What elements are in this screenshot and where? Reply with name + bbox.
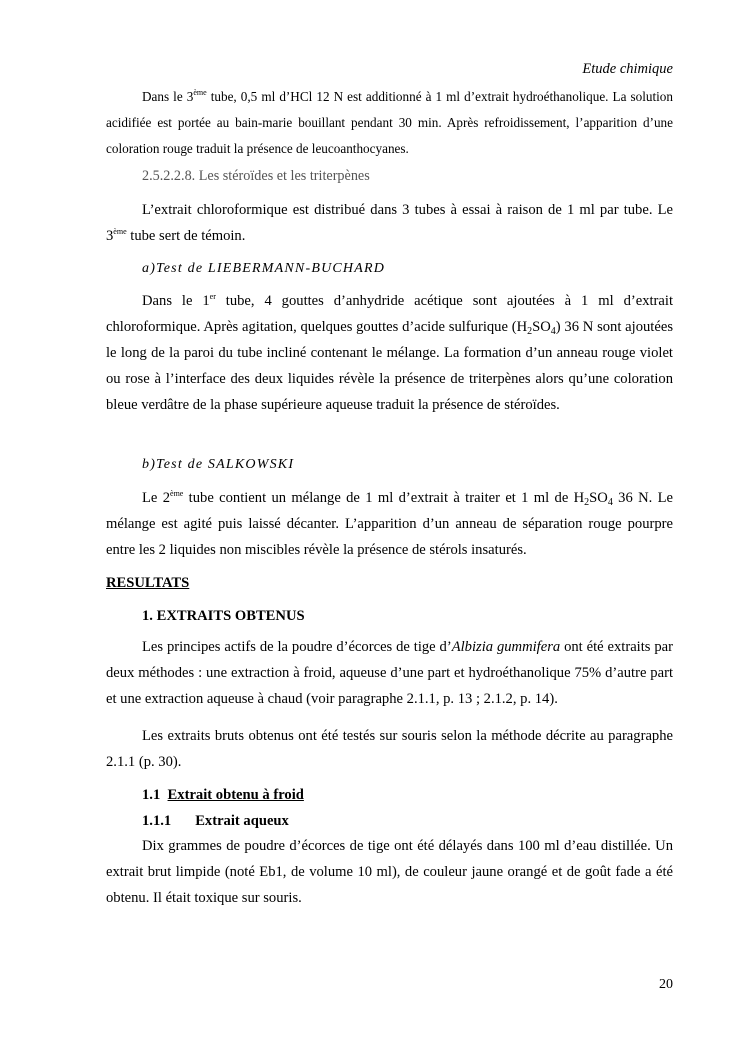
- results-heading: RESULTATS: [106, 575, 190, 591]
- heading-extraits-obtenus: 1. EXTRAITS OBTENUS: [142, 608, 305, 624]
- test-heading-salkowski: b)Test de SALKOWSKI: [142, 457, 295, 472]
- test-heading-liebermann: a)Test de LIEBERMANN-BUCHARD: [142, 261, 386, 276]
- running-header: Etude chimique: [582, 61, 673, 77]
- paragraph-leucoanthocyanes: Dans le 3ème tube, 0,5 ml d’HCl 12 N est additionné à 1 ml d’extrait hydroéthanolique. La solution acidifiée est portée au bain-marie bouillant pendant 30 min. Après refroidissement, l’apparition d’une coloration rouge traduit la présence de leucoanthocyanes.: [106, 88, 673, 156]
- paragraph-extrait-aqueux: Dix grammes de poudre d’écorces de tige ont été délayés dans 100 ml d’eau distillée. Un extrait brut limpide (noté Eb1, de volume 10 ml), de couleur jaune orangé et de goût fade a été obtenu. Il était toxique sur souris.: [106, 838, 673, 906]
- section-heading-steroides: 2.5.2.2.8. Les stéroïdes et les triterpènes: [142, 168, 370, 184]
- page-body: [106, 84, 673, 162]
- paragraph-principes-actifs: Les principes actifs de la poudre d’écorces de tige d’Albizia gummifera ont été extraits par deux méthodes : une extraction à froid, aqueuse d’une part et hydroéthanolique 75% d’autre part et une extraction aqueuse à chaud (voir paragraphe 2.1.1, p. 13 ; 2.1.2, p. 14).: [106, 639, 673, 707]
- paragraph-chloroform-extract: L’extrait chloroformique est distribué dans 3 tubes à essai à raison de 1 ml par tube. Le 3ème tube sert de témoin.: [106, 202, 673, 244]
- heading-extrait-aqueux: 1.1.1 Extrait aqueux: [142, 813, 289, 829]
- page-number: 20: [659, 977, 673, 992]
- paragraph-salkowski: Le 2ème tube contient un mélange de 1 ml d’extrait à traiter et 1 ml de $H_2SO_4$ 36 N. Le mélange est agité puis laissé décanter. L’apparition d’un anneau de séparation rouge pourpre entre les 2 liquides non miscibles révèle la présence de stérols insaturés.: [106, 489, 673, 558]
- paragraph-liebermann: Dans le 1er tube, 4 gouttes d’anhydride acétique sont ajoutées à 1 ml d’extrait chloroformique. Après agitation, quelques gouttes d’acide sulfurique $(H_2SO_4)$ 36 N sont ajoutées le long de la paroi du tube incliné contenant le mélange. La formation d’un anneau rouge violet ou rose à l’interface des deux liquides révèle la présence de triterpènes alors qu’une coloration bleue verdâtre de la phase supérieure aqueuse traduit la présence de stéroïdes.: [106, 292, 673, 413]
- heading-extrait-froid: 1.1 Extrait obtenu à froid: [142, 787, 304, 803]
- species-name: Albizia gummifera: [451, 639, 561, 655]
- paragraph-extraits-bruts: Les extraits bruts obtenus ont été testés sur souris selon la méthode décrite au paragraphe 2.1.1 (p. 30).: [106, 728, 673, 770]
